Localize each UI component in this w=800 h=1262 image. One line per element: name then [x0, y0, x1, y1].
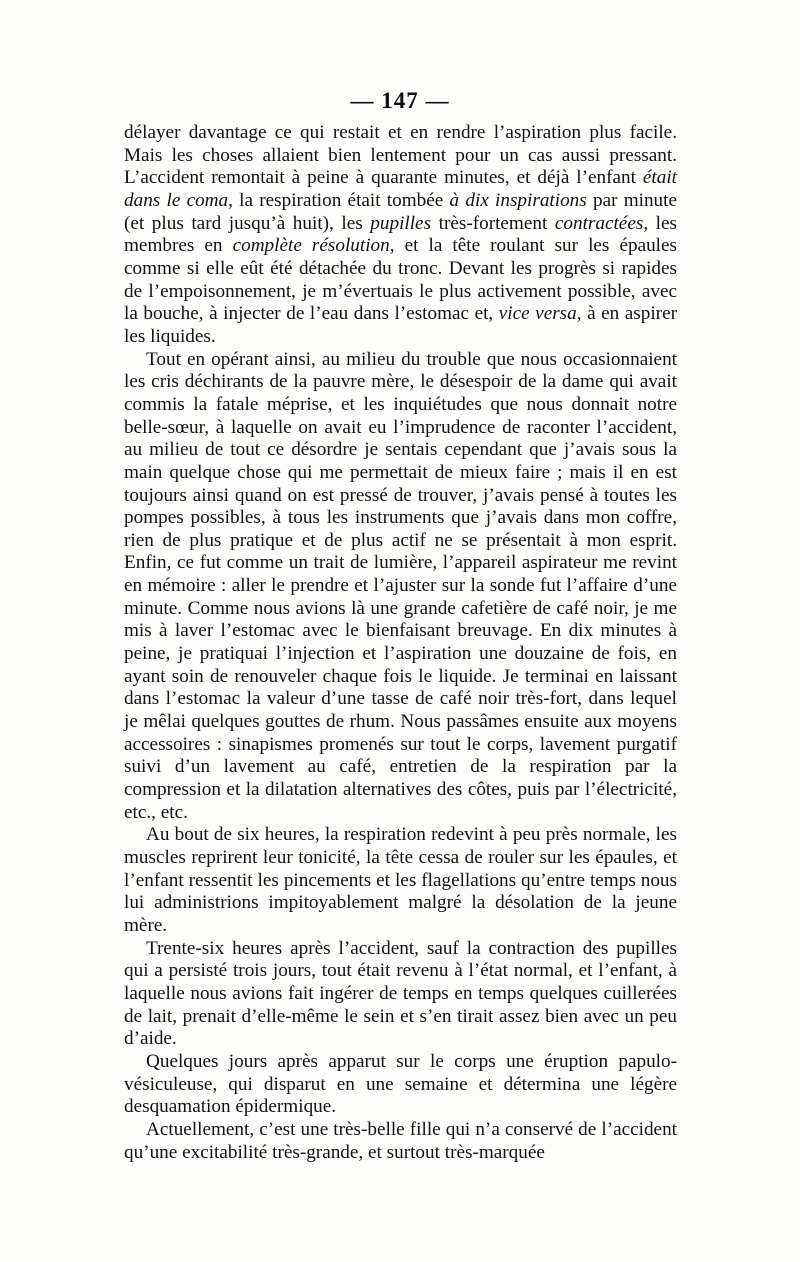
- italic-text-run: à dix inspirations: [449, 189, 587, 211]
- text-run: délayer davantage ce qui restait et en rendre l’aspiration plus facile. Mais les choses allaient bien lentement pour un cas aussi pressant. L’accident remontait à peine à quarante minutes, et déjà l’enfant: [124, 122, 677, 189]
- italic-text-run: pupilles: [370, 212, 432, 234]
- text-run: Tout en opérant ainsi, au milieu du trouble que nous occasionnaient les cris déchirants de la pauvre mère, le désespoir de la dame qui avait commis la fatale méprise, et les inquiétudes que nous donnait notre belle-sœur, à laquelle on avait eu l’imprudence de raconter l’accident, au milieu de tout ce désordre je sentais cependant que j’avais sous la main quelque chose qui me permettait de mieux faire ; mais il en est toujours ainsi quand on est pressé de trouver, j’avais pensé à toutes les pompes possibles, à tous les instruments que j’avais dans mon coffre, rien de plus pratique et de plus actif ne se présentait à mon esprit. Enfin, ce fut comme un trait de lumière, l’appareil aspirateur me revint en mémoire : aller le prendre et l’ajuster sur la sonde fut l’affaire d’une minute. Comme nous avions là une grande cafetière de café noir, je me mis à laver l’estomac avec le bienfaisant breuvage. En dix minutes à peine, je pratiquai l’injection et l’aspiration une douzaine de fois, en ayant soin de renouveler chaque fois le liquide. Je terminai en laissant dans l’estomac la valeur d’une tasse de café noir très-fort, dans lequel je mêlai quelques gouttes de rhum. Nous passâmes ensuite aux moyens accessoires : sinapismes promenés sur tout le corps, lavement purgatif suivi d’un lavement au café, entretien de la respiration par la compression et la dilatation alternatives des côtes, puis par l’électricité, etc., etc.: [124, 348, 677, 823]
- italic-text-run: était dans le coma: [124, 167, 677, 211]
- text-run: Au bout de six heures, la respiration redevint à peu près normale, les muscles reprirent leur tonicité, la tête cessa de rouler sur les épaules, et l’enfant ressentit les pincements et les flagellations qu’entre temps nous lui administrions impitoyablement malgré la désolation de la jeune mère.: [124, 824, 677, 936]
- italic-text-run: vice versa: [498, 303, 577, 325]
- text-run: par minute (et plus tard jusqu’à huit), les: [124, 189, 677, 234]
- page-number: — 147 —: [350, 88, 450, 113]
- text-run: Trente-six heures après l’accident, sauf la contraction des pupilles qui a persisté trois jours, tout était revenu à l’état normal, et l’enfant, à laquelle nous avions fait ingérer de temps en temps quelques cuillerées de lait, prenait d’elle-même le sein et s’en tirait assez bien avec un peu d’aide.: [124, 937, 677, 1050]
- paragraph-3: [124, 824, 677, 937]
- paragraph-2: [124, 349, 677, 825]
- italic-text-run: complète résolution: [232, 235, 390, 257]
- text-run: très-fortement: [431, 212, 555, 234]
- paragraph-4: [124, 938, 677, 1051]
- text-run: , à en aspirer les liquides.: [124, 303, 677, 347]
- body-text: [124, 122, 677, 1164]
- paragraph-6: [124, 1119, 677, 1164]
- text-run: , la respiration était tombée: [228, 189, 450, 211]
- paragraph-5: [124, 1051, 677, 1119]
- text-run: , les membres en: [124, 212, 677, 257]
- text-run: , et la tête roulant sur les épaules comme si elle eût été détachée du tronc. Devant les progrès si rapides de l’empoisonnement, je m’évertuais le plus activement possible, avec la bouche, à injecter de l’eau dans l’estomac et,: [124, 235, 677, 325]
- text-run: Quelques jours après apparut sur le corps une éruption papulo-vésiculeuse, qui disparut en une semaine et détermina une légère desquamation épidermique.: [124, 1050, 677, 1118]
- paragraph-1: [124, 122, 677, 349]
- text-run: Actuellement, c’est une très-belle fille qui n’a conservé de l’accident qu’une excitabilité très-grande, et surtout très-marquée: [124, 1118, 677, 1163]
- italic-text-run: contractées: [554, 212, 644, 234]
